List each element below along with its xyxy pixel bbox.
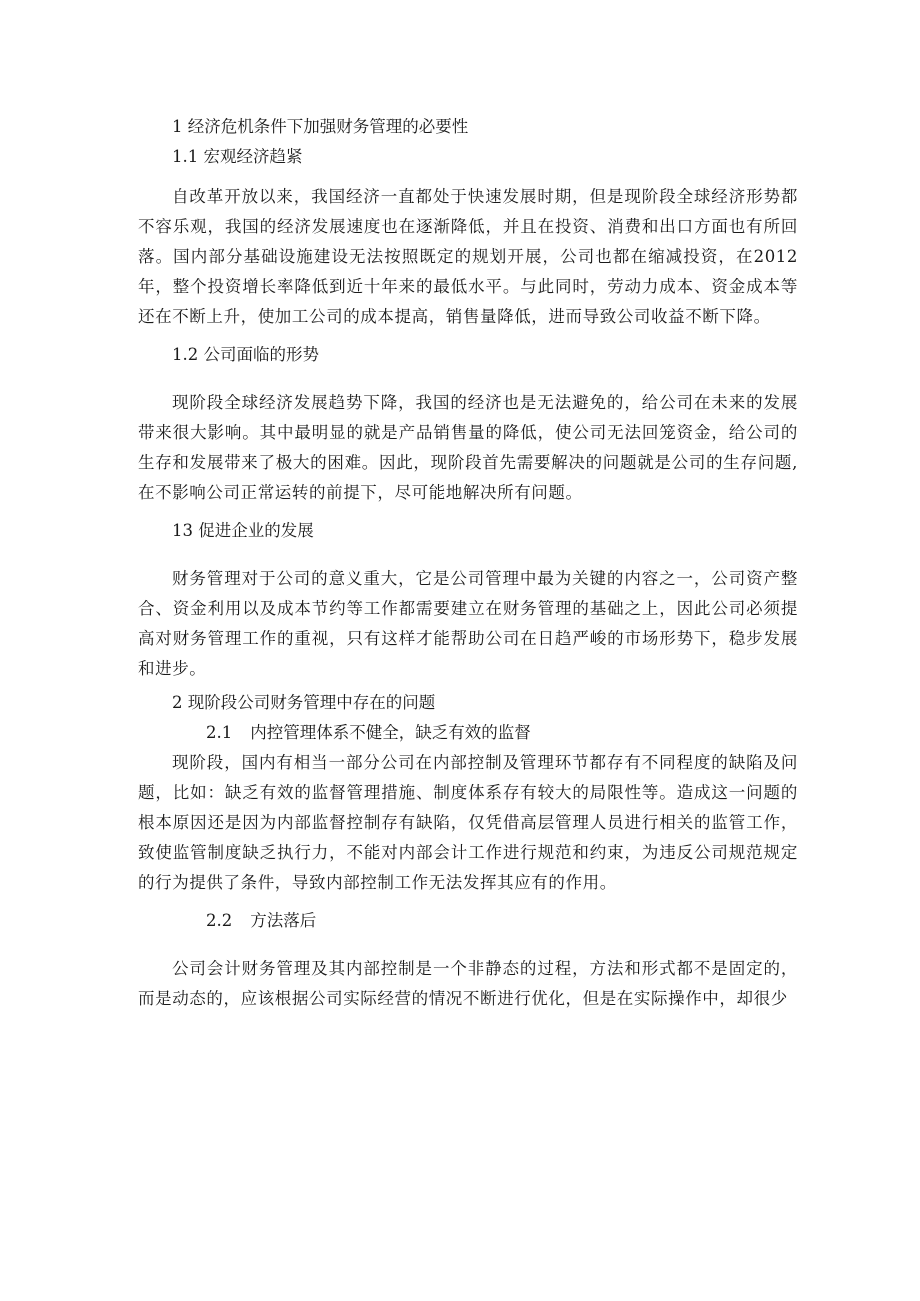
section-heading-2-1 [138, 718, 798, 748]
document-page [138, 112, 798, 1014]
section-heading-2: 2 现阶段公司财务管理中存在的问题 [172, 693, 436, 712]
heading-number: 2.1 [206, 723, 233, 742]
paragraph-promote-development: 财务管理对于公司的意义重大，它是公司管理中最为关键的内容之一，公司资产整合、资金利用以及成本节约等工作都需要建立在财务管理的基础之上，因此公司必须提高对财务管理工作的重视，只有这样才能帮助公司在日趋严峻的市场形势下，稳步发展和进步。 [138, 569, 798, 678]
heading-title: 内控管理体系不健全，缺乏有效的监督 [250, 723, 531, 742]
section-heading-1-1: 1.1 宏观经济趋紧 [172, 147, 303, 166]
heading-title: 方法落后 [250, 911, 317, 930]
section-heading-1-3: 13 促进企业的发展 [172, 521, 314, 540]
heading-number: 2.2 [206, 911, 233, 930]
paragraph-macro-economy: 自改革开放以来，我国经济一直都处于快速发展时期，但是现阶段全球经济形势都不容乐观，我国的经济发展速度也在逐渐降低，并且在投资、消费和出口方面也有所回落。国内部分基础设施建设无法按照既定的规划开展，公司也都在缩减投资，在2012年，整个投资增长率降低到近十年来的最低水平。与此同时，劳动力成本、资金成本等还在不断上升，使加工公司的成本提高，销售量降低，进而导致公司收益不断下降。 [138, 187, 798, 326]
section-heading-1-2: 1.2 公司面临的形势 [172, 345, 319, 364]
paragraph-company-situation: 现阶段全球经济发展趋势下降，我国的经济也是无法避免的，给公司在未来的发展带来很大影响。其中最明显的就是产品销售量的降低，使公司无法回笼资金，给公司的生存和发展带来了极大的困难。因此，现阶段首先需要解决的问题就是公司的生存问题,在不影响公司正常运转的前提下，尽可能地解决所有问题。 [138, 393, 798, 502]
section-heading-2-2 [138, 906, 798, 936]
section-heading-1: 1 经济危机条件下加强财务管理的必要性 [172, 117, 469, 136]
paragraph-outdated-methods: 公司会计财务管理及其内部控制是一个非静态的过程，方法和形式都不是固定的，而是动态的，应该根据公司实际经营的情况不断进行优化，但是在实际操作中，却很少 [138, 959, 798, 1008]
paragraph-internal-control: 现阶段，国内有相当一部分公司在内部控制及管理环节都存有不同程度的缺陷及问题，比如：缺乏有效的监督管理措施、制度体系存有较大的局限性等。造成这一问题的根本原因还是因为内部监督控制存有缺陷，仅凭借高层管理人员进行相关的监管工作，致使监管制度缺乏执行力，不能对内部会计工作进行规范和约束，为违反公司规范规定的行为提供了条件，导致内部控制工作无法发挥其应有的作用。 [138, 753, 798, 892]
